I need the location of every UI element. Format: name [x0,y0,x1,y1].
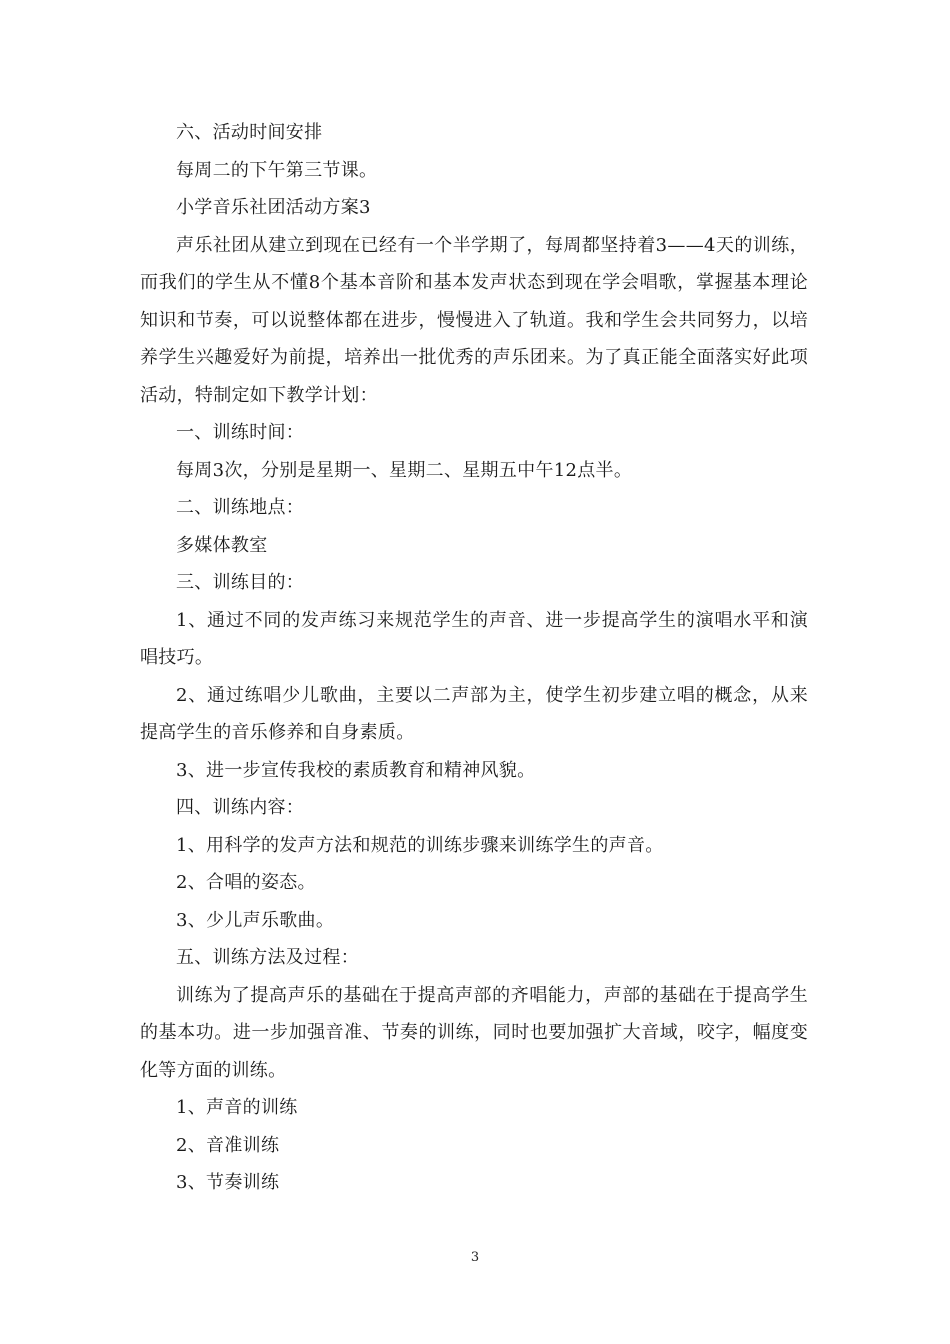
list-item: 3、进一步宣传我校的素质教育和精神风貌。 [176,759,536,781]
list-item: 2、通过练唱少儿歌曲，主要以二声部为主，使学生初步建立唱的概念，从来提高学生的音乐修养和自身素质。 [140,684,808,743]
section-heading-training-location: 二、训练地点： [176,497,305,518]
list-item: 2、音准训练 [176,1134,280,1156]
paragraph: 每周二的下午第三节课。 [176,159,378,181]
list-item: 3、节奏训练 [176,1172,280,1193]
section-heading-activity-time: 六、活动时间安排 [176,122,323,143]
section-heading-training-content: 四、训练内容： [176,797,305,818]
section-heading-training-method: 五、训练方法及过程： [176,947,359,968]
list-item: 3、少儿声乐歌曲。 [176,909,335,931]
list-item: 2、合唱的姿态。 [176,872,316,893]
paragraph: 多媒体教室 [176,534,268,556]
list-item: 1、声音的训练 [176,1097,298,1118]
paragraph: 声乐社团从建立到现在已经有一个半学期了，每周都坚持着3——4天的训练，而我们的学生从不懂8个基本音阶和基本发声状态到现在学会唱歌，掌握基本理论知识和节奏，可以说整体都在进步，慢慢进入了轨道。我和学生会共同努力，以培养学生兴趣爱好为前提，培养出一批优秀的声乐团来。为了真正能全面落实好此项活动，特制定如下教学计划： [140,234,808,406]
plan-title: 小学音乐社团活动方案3 [176,197,371,218]
document-body [140,114,808,1202]
page-number: 3 [470,1250,480,1265]
paragraph: 训练为了提高声乐的基础在于提高声部的齐唱能力，声部的基础在于提高学生的基本功。进一步加强音准、节奏的训练，同时也要加强扩大音域，咬字，幅度变化等方面的训练。 [140,984,808,1081]
section-heading-training-goals: 三、训练目的： [176,572,305,593]
list-item: 1、通过不同的发声练习来规范学生的声音、进一步提高学生的演唱水平和演唱技巧。 [140,609,808,668]
paragraph: 每周3次，分别是星期一、星期二、星期五中午12点半。 [176,459,633,481]
section-heading-training-time: 一、训练时间： [176,422,305,443]
list-item: 1、用科学的发声方法和规范的训练步骤来训练学生的声音。 [176,834,664,856]
